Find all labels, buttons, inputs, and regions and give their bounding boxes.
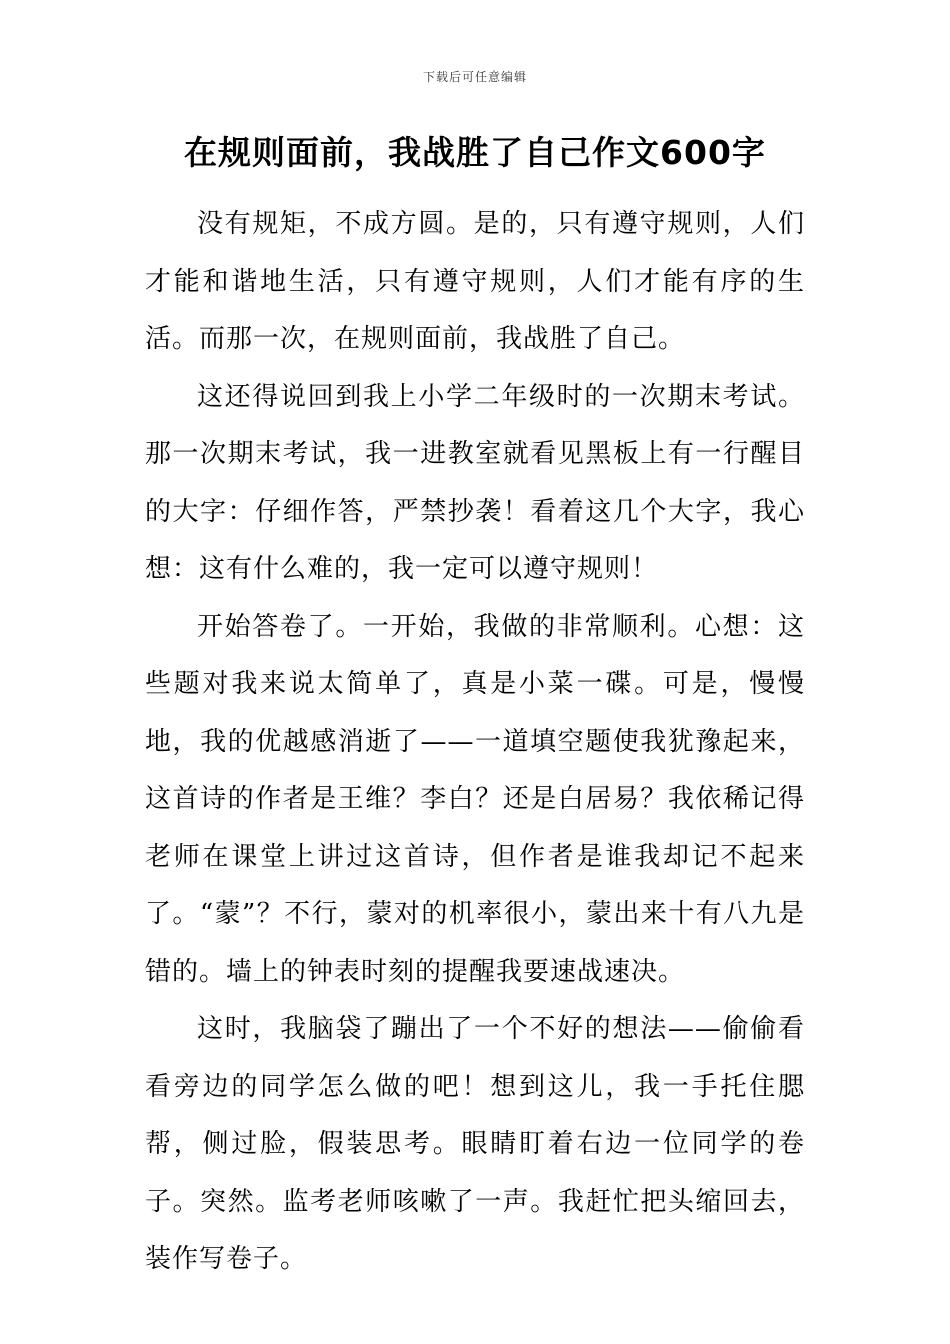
paragraph: 开始答卷了。一开始，我做的非常顺利。心想：这些题对我来说太简单了，真是小菜一碟。可是，慢慢地，我的优越感消逝了——一道填空题使我犹豫起来，这首诗的作者是王维？李白？还是白居易？我依稀记得老师在课堂上讲过这首诗，但作者是谁我却记不起来了。“蒙”？不行，蒙对的机率很小，蒙出来十有八九是错的。墙上的钟表时刻的提醒我要速战速决。	[145, 611, 805, 987]
document-body	[145, 196, 805, 1289]
paragraph: 没有规矩，不成方圆。是的，只有遵守规则，人们才能和谐地生活，只有遵守规则，人们才能有序的生活。而那一次，在规则面前，我战胜了自己。	[145, 209, 805, 354]
header-note: 下载后可任意编辑	[422, 70, 527, 84]
paragraph: 这还得说回到我上小学二年级时的一次期末考试。那一次期末考试，我一进教室就看见黑板上有一行醒目的大字：仔细作答，严禁抄袭！看着这几个大字，我心想：这有什么难的，我一定可以遵守规则！	[145, 381, 805, 584]
document-title: 在规则面前，我战胜了自己作文600字	[184, 133, 766, 172]
paragraph: 这时，我脑袋了蹦出了一个不好的想法——偷偷看看旁边的同学怎么做的吧！想到这儿，我一手托住腮帮，侧过脸，假装思考。眼睛盯着右边一位同学的卷子。突然。监考老师咳嗽了一声。我赶忙把头缩回去，装作写卷子。	[145, 1014, 805, 1274]
